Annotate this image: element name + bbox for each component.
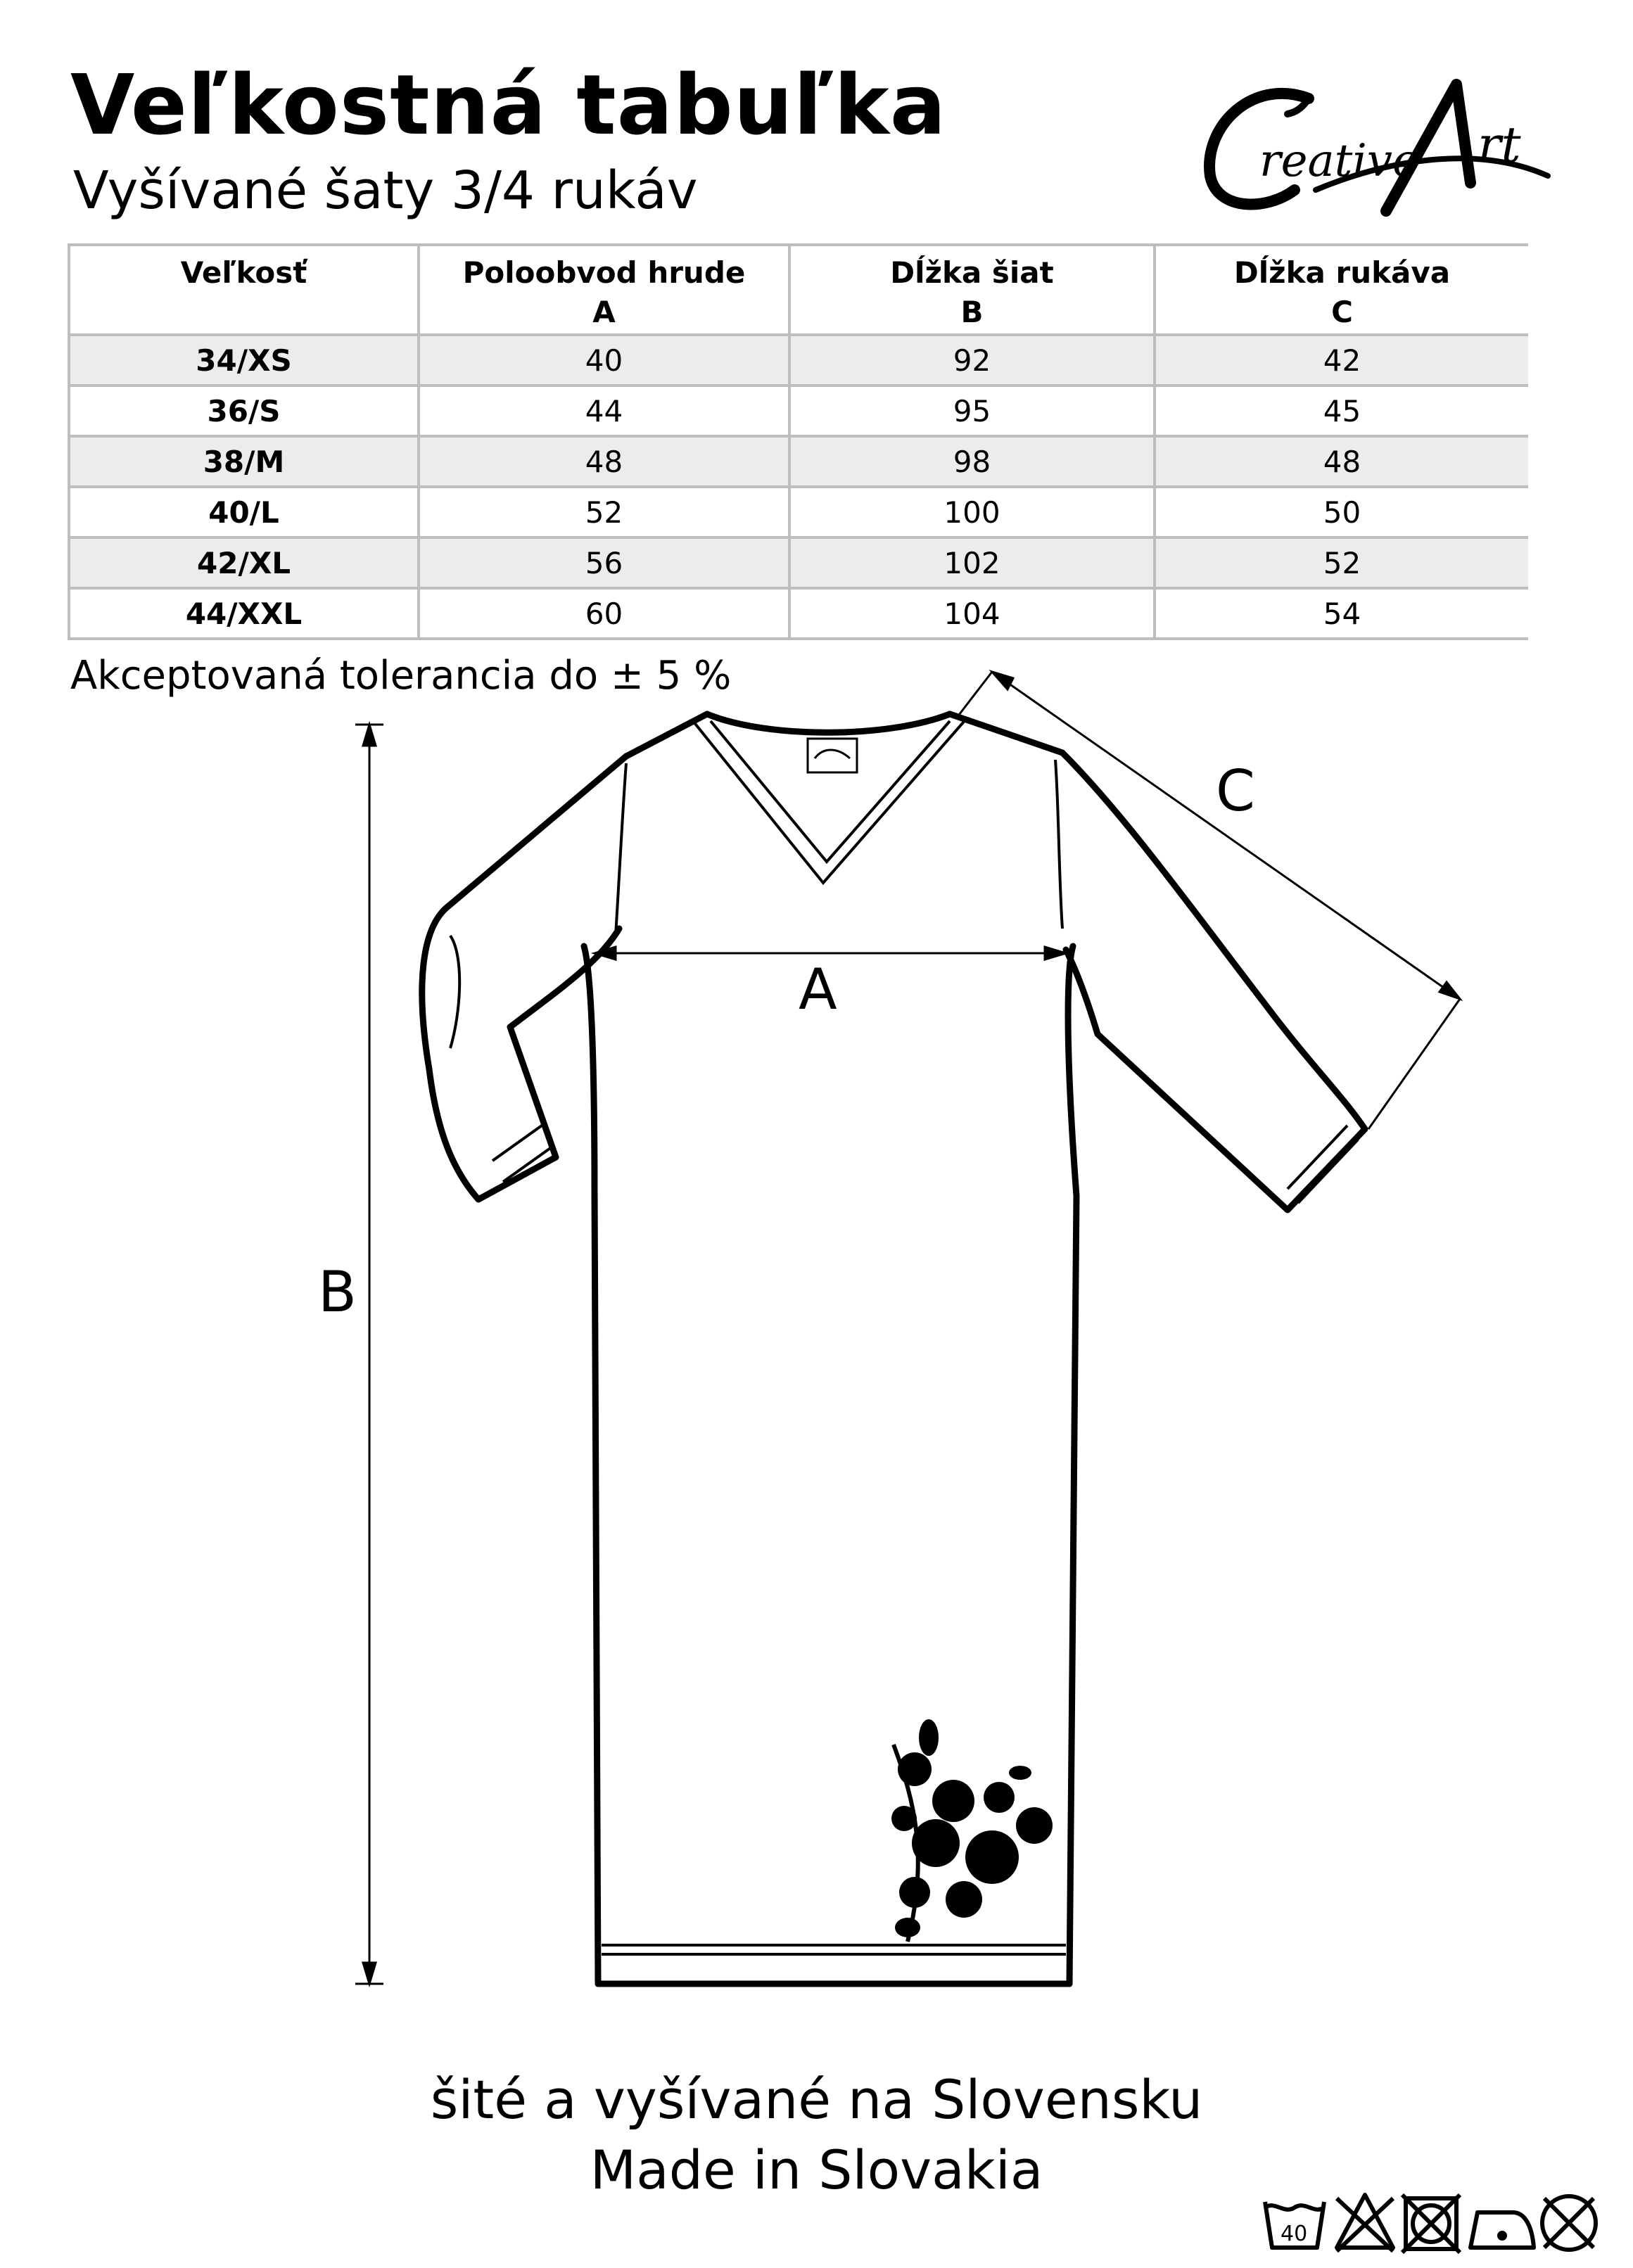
size-cell: 38/M [69, 436, 419, 487]
measure-b-label: B [318, 1259, 357, 1325]
dress-length-cell: 100 [789, 487, 1155, 537]
chest-cell: 48 [419, 436, 789, 487]
iron-low-icon [1470, 2212, 1534, 2248]
neck-label [808, 739, 857, 772]
col-letter-a: A [419, 290, 789, 335]
sleeve-length-cell: 48 [1155, 436, 1528, 487]
chest-cell: 60 [419, 588, 789, 639]
dress-outline [422, 714, 1365, 1984]
wash-40-icon [1265, 2202, 1324, 2248]
col-header-dress-length: Dĺžka šiat [789, 245, 1155, 290]
chest-cell: 40 [419, 335, 789, 386]
embroidery-motif-icon [891, 1719, 1053, 1942]
size-cell: 40/L [69, 487, 419, 537]
chest-cell: 52 [419, 487, 789, 537]
col-header-sleeve-length: Dĺžka rukáva [1233, 255, 1451, 290]
col-letter-b: B [789, 290, 1155, 335]
measure-c-label: C [1216, 758, 1255, 824]
page-title: Veľkostná tabuľka [70, 56, 947, 153]
dress-length-cell: 98 [789, 436, 1155, 487]
sleeve-length-cell: 42 [1155, 335, 1528, 386]
svg-text:40: 40 [1281, 2222, 1308, 2246]
chest-cell: 44 [419, 386, 789, 436]
size-cell: 44/XXL [69, 588, 419, 639]
dress-length-cell: 92 [789, 335, 1155, 386]
size-cell: 42/XL [69, 537, 419, 588]
tolerance-note: Akceptovaná tolerancia do ± 5 % [70, 653, 732, 699]
footer-origin-sk: šité a vyšívané na Slovensku [430, 2068, 1203, 2131]
sleeve-length-cell: 52 [1155, 537, 1528, 588]
svg-text:rt: rt [1478, 116, 1521, 174]
care-symbols [1259, 2181, 1611, 2258]
chest-cell: 56 [419, 537, 789, 588]
dress-length-cell: 102 [789, 537, 1155, 588]
no-bleach-icon [1337, 2195, 1393, 2251]
measure-a-label: A [799, 957, 837, 1022]
col-header-size: Veľkosť [69, 245, 419, 290]
sleeve-length-cell: 50 [1155, 487, 1528, 537]
dress-length-cell: 95 [789, 386, 1155, 436]
no-dry-clean-icon [1542, 2196, 1596, 2250]
sleeve-length-cell: 54 [1155, 588, 1528, 639]
no-tumble-dry-icon [1402, 2195, 1460, 2253]
footer-origin-en: Made in Slovakia [590, 2139, 1043, 2201]
page-subtitle: Vyšívané šaty 3/4 rukáv [73, 160, 698, 221]
col-letter-c: C [1155, 290, 1528, 335]
sleeve-length-cell: 45 [1155, 386, 1528, 436]
size-cell: 36/S [69, 386, 419, 436]
svg-text:reative: reative [1259, 135, 1419, 187]
size-cell: 34/XS [69, 335, 419, 386]
col-header-chest: Poloobvod hrude [419, 245, 789, 290]
dress-length-cell: 104 [789, 588, 1155, 639]
